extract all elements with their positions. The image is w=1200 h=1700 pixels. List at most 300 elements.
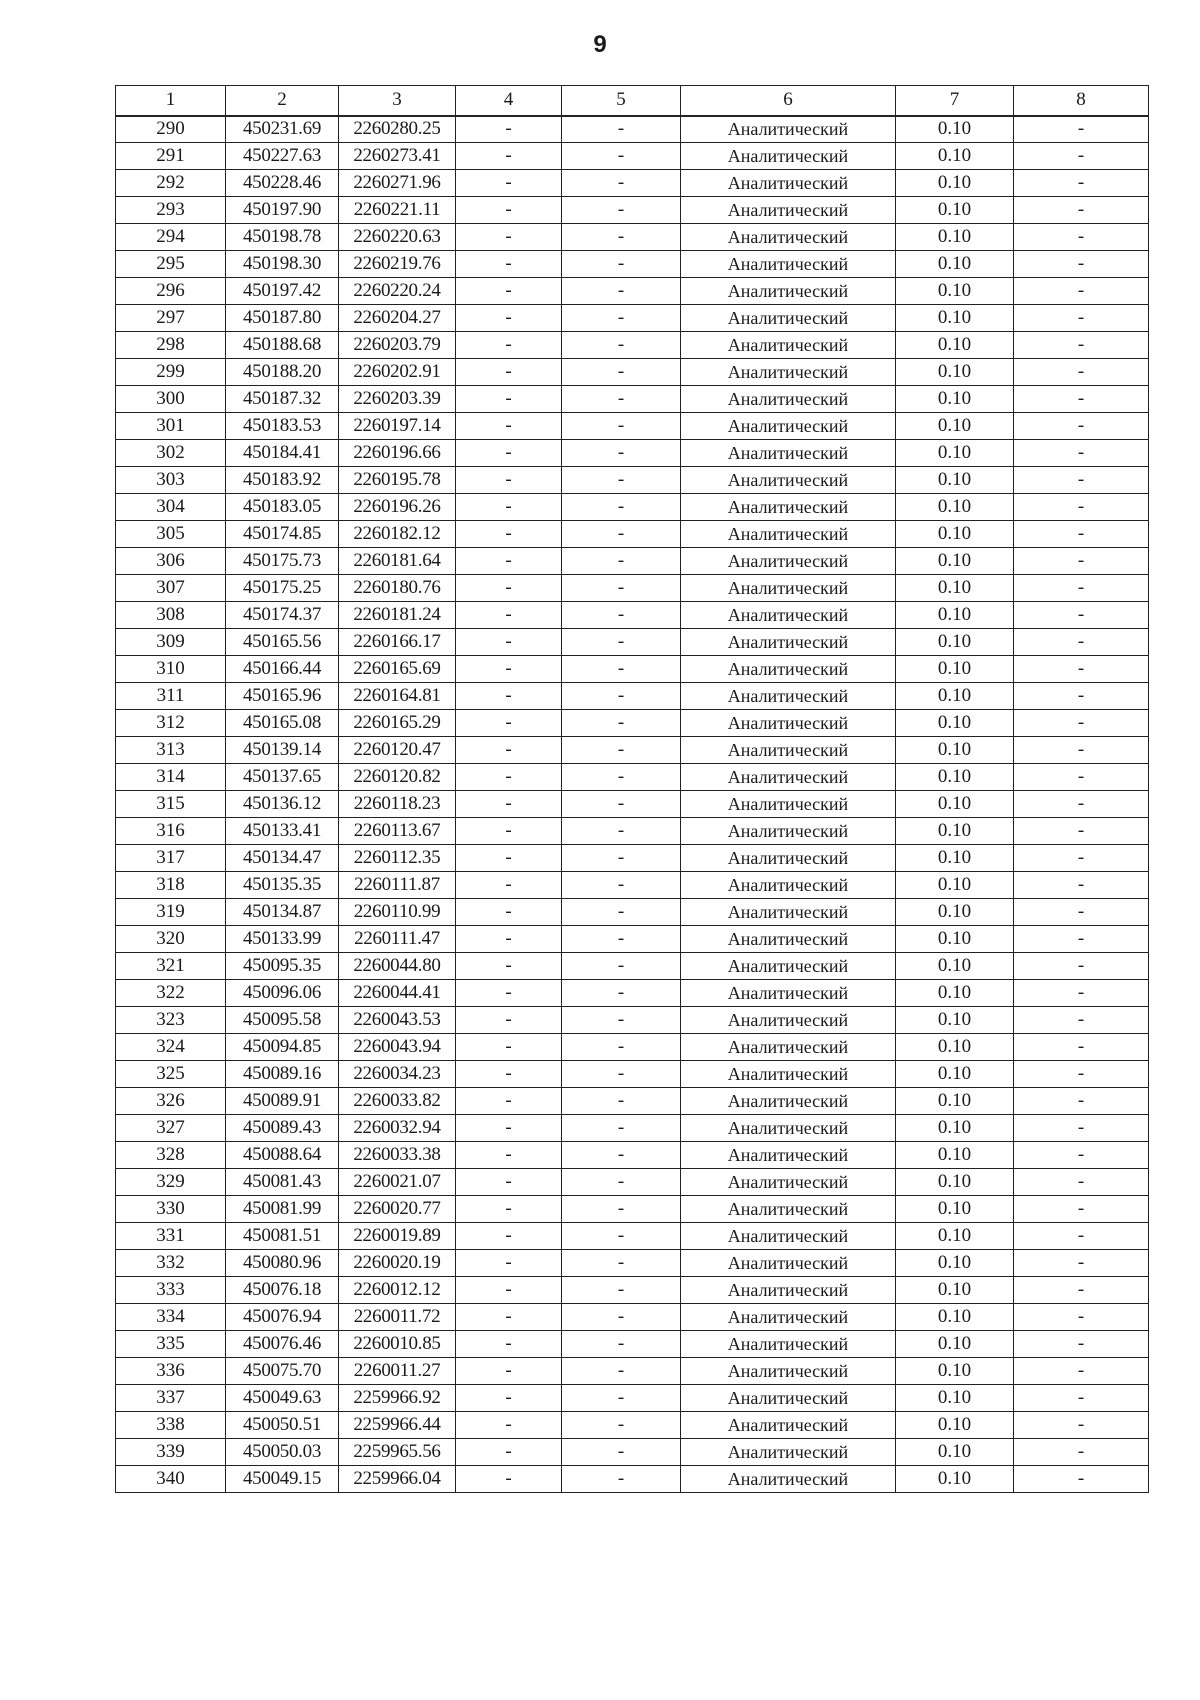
table-row: [116, 656, 1149, 683]
x-coordinate-cell: 450231.69: [226, 116, 339, 143]
x-coordinate-cell: 450174.37: [226, 602, 339, 629]
y-coordinate-cell: 2259966.44: [339, 1412, 456, 1439]
y-coordinate-cell: 2260021.07: [339, 1169, 456, 1196]
column-8-cell: -: [1014, 251, 1149, 278]
column-8-cell: -: [1014, 926, 1149, 953]
method-cell: Аналитический: [681, 1331, 896, 1358]
column-5-cell: -: [562, 710, 681, 737]
column-header-3: 3: [339, 86, 456, 116]
table-row: [116, 953, 1149, 980]
accuracy-cell: 0.10: [896, 548, 1014, 575]
method-cell: Аналитический: [681, 1088, 896, 1115]
point-number-cell: 318: [116, 872, 226, 899]
x-coordinate-cell: 450135.35: [226, 872, 339, 899]
x-coordinate-cell: 450183.05: [226, 494, 339, 521]
column-header-4: 4: [456, 86, 562, 116]
column-8-cell: -: [1014, 1250, 1149, 1277]
accuracy-cell: 0.10: [896, 683, 1014, 710]
x-coordinate-cell: 450049.63: [226, 1385, 339, 1412]
table-row: [116, 1466, 1149, 1493]
point-number-cell: 336: [116, 1358, 226, 1385]
method-cell: Аналитический: [681, 845, 896, 872]
column-4-cell: -: [456, 521, 562, 548]
column-8-cell: -: [1014, 872, 1149, 899]
column-5-cell: -: [562, 170, 681, 197]
y-coordinate-cell: 2260271.96: [339, 170, 456, 197]
point-number-cell: 297: [116, 305, 226, 332]
accuracy-cell: 0.10: [896, 1412, 1014, 1439]
accuracy-cell: 0.10: [896, 899, 1014, 926]
column-8-cell: -: [1014, 1169, 1149, 1196]
x-coordinate-cell: 450075.70: [226, 1358, 339, 1385]
accuracy-cell: 0.10: [896, 629, 1014, 656]
x-coordinate-cell: 450050.03: [226, 1439, 339, 1466]
column-8-cell: -: [1014, 1088, 1149, 1115]
column-8-cell: -: [1014, 791, 1149, 818]
column-8-cell: -: [1014, 359, 1149, 386]
table-row: [116, 926, 1149, 953]
y-coordinate-cell: 2259966.92: [339, 1385, 456, 1412]
column-header-2: 2: [226, 86, 339, 116]
column-4-cell: -: [456, 791, 562, 818]
accuracy-cell: 0.10: [896, 575, 1014, 602]
point-number-cell: 320: [116, 926, 226, 953]
y-coordinate-cell: 2260010.85: [339, 1331, 456, 1358]
point-number-cell: 316: [116, 818, 226, 845]
column-4-cell: -: [456, 818, 562, 845]
y-coordinate-cell: 2260113.67: [339, 818, 456, 845]
x-coordinate-cell: 450133.41: [226, 818, 339, 845]
x-coordinate-cell: 450197.42: [226, 278, 339, 305]
column-5-cell: -: [562, 656, 681, 683]
y-coordinate-cell: 2260204.27: [339, 305, 456, 332]
header-row: [116, 86, 1149, 116]
column-5-cell: -: [562, 116, 681, 143]
method-cell: Аналитический: [681, 791, 896, 818]
accuracy-cell: 0.10: [896, 818, 1014, 845]
x-coordinate-cell: 450089.16: [226, 1061, 339, 1088]
method-cell: Аналитический: [681, 1277, 896, 1304]
column-8-cell: -: [1014, 1439, 1149, 1466]
table-row: [116, 413, 1149, 440]
method-cell: Аналитический: [681, 386, 896, 413]
column-4-cell: -: [456, 1331, 562, 1358]
y-coordinate-cell: 2260181.24: [339, 602, 456, 629]
column-4-cell: -: [456, 953, 562, 980]
column-5-cell: -: [562, 1142, 681, 1169]
table-row: [116, 737, 1149, 764]
column-8-cell: -: [1014, 737, 1149, 764]
point-number-cell: 295: [116, 251, 226, 278]
column-8-cell: -: [1014, 305, 1149, 332]
column-header-8: 8: [1014, 86, 1149, 116]
column-4-cell: -: [456, 980, 562, 1007]
method-cell: Аналитический: [681, 224, 896, 251]
column-4-cell: -: [456, 278, 562, 305]
point-number-cell: 329: [116, 1169, 226, 1196]
column-5-cell: -: [562, 224, 681, 251]
column-8-cell: -: [1014, 1196, 1149, 1223]
table-row: [116, 899, 1149, 926]
y-coordinate-cell: 2260110.99: [339, 899, 456, 926]
accuracy-cell: 0.10: [896, 656, 1014, 683]
table-row: [116, 1304, 1149, 1331]
column-4-cell: -: [456, 1412, 562, 1439]
accuracy-cell: 0.10: [896, 1169, 1014, 1196]
column-4-cell: -: [456, 1250, 562, 1277]
accuracy-cell: 0.10: [896, 305, 1014, 332]
column-8-cell: -: [1014, 494, 1149, 521]
y-coordinate-cell: 2260112.35: [339, 845, 456, 872]
accuracy-cell: 0.10: [896, 845, 1014, 872]
column-5-cell: -: [562, 548, 681, 575]
table-row: [116, 1277, 1149, 1304]
table-row: [116, 224, 1149, 251]
table-row: [116, 980, 1149, 1007]
column-5-cell: -: [562, 521, 681, 548]
column-8-cell: -: [1014, 899, 1149, 926]
method-cell: Аналитический: [681, 575, 896, 602]
x-coordinate-cell: 450184.41: [226, 440, 339, 467]
table-row: [116, 116, 1149, 143]
column-header-7: 7: [896, 86, 1014, 116]
accuracy-cell: 0.10: [896, 440, 1014, 467]
y-coordinate-cell: 2260034.23: [339, 1061, 456, 1088]
column-8-cell: -: [1014, 224, 1149, 251]
y-coordinate-cell: 2260044.80: [339, 953, 456, 980]
column-8-cell: -: [1014, 1304, 1149, 1331]
column-4-cell: -: [456, 1142, 562, 1169]
point-number-cell: 339: [116, 1439, 226, 1466]
column-5-cell: -: [562, 1277, 681, 1304]
page-number: 9: [593, 31, 607, 58]
accuracy-cell: 0.10: [896, 980, 1014, 1007]
point-number-cell: 334: [116, 1304, 226, 1331]
point-number-cell: 335: [116, 1331, 226, 1358]
column-4-cell: -: [456, 899, 562, 926]
x-coordinate-cell: 450139.14: [226, 737, 339, 764]
table-row: [116, 1250, 1149, 1277]
column-4-cell: -: [456, 1196, 562, 1223]
table-row: [116, 494, 1149, 521]
x-coordinate-cell: 450187.80: [226, 305, 339, 332]
table-row: [116, 440, 1149, 467]
column-4-cell: -: [456, 575, 562, 602]
table-row: [116, 197, 1149, 224]
column-4-cell: -: [456, 413, 562, 440]
column-5-cell: -: [562, 899, 681, 926]
y-coordinate-cell: 2260120.47: [339, 737, 456, 764]
point-number-cell: 309: [116, 629, 226, 656]
column-4-cell: -: [456, 1034, 562, 1061]
column-4-cell: -: [456, 1439, 562, 1466]
point-number-cell: 314: [116, 764, 226, 791]
column-4-cell: -: [456, 1007, 562, 1034]
x-coordinate-cell: 450183.53: [226, 413, 339, 440]
column-5-cell: -: [562, 1385, 681, 1412]
column-8-cell: -: [1014, 1142, 1149, 1169]
column-4-cell: -: [456, 656, 562, 683]
table-row: [116, 818, 1149, 845]
x-coordinate-cell: 450049.15: [226, 1466, 339, 1493]
table-row: [116, 278, 1149, 305]
point-number-cell: 293: [116, 197, 226, 224]
table-row: [116, 305, 1149, 332]
accuracy-cell: 0.10: [896, 521, 1014, 548]
table-row: [116, 332, 1149, 359]
point-number-cell: 328: [116, 1142, 226, 1169]
accuracy-cell: 0.10: [896, 1385, 1014, 1412]
x-coordinate-cell: 450175.73: [226, 548, 339, 575]
column-8-cell: -: [1014, 278, 1149, 305]
column-4-cell: -: [456, 197, 562, 224]
column-8-cell: -: [1014, 1007, 1149, 1034]
coordinates-table: [115, 85, 1149, 1493]
column-4-cell: -: [456, 1277, 562, 1304]
y-coordinate-cell: 2259965.56: [339, 1439, 456, 1466]
column-4-cell: -: [456, 764, 562, 791]
point-number-cell: 322: [116, 980, 226, 1007]
point-number-cell: 307: [116, 575, 226, 602]
column-8-cell: -: [1014, 629, 1149, 656]
y-coordinate-cell: 2260220.24: [339, 278, 456, 305]
table-row: [116, 764, 1149, 791]
table-row: [116, 1223, 1149, 1250]
column-5-cell: -: [562, 494, 681, 521]
column-5-cell: -: [562, 1034, 681, 1061]
x-coordinate-cell: 450188.68: [226, 332, 339, 359]
accuracy-cell: 0.10: [896, 1088, 1014, 1115]
column-5-cell: -: [562, 872, 681, 899]
column-4-cell: -: [456, 1115, 562, 1142]
accuracy-cell: 0.10: [896, 1196, 1014, 1223]
accuracy-cell: 0.10: [896, 1358, 1014, 1385]
method-cell: Аналитический: [681, 980, 896, 1007]
table-row: [116, 1088, 1149, 1115]
y-coordinate-cell: 2260020.19: [339, 1250, 456, 1277]
x-coordinate-cell: 450089.43: [226, 1115, 339, 1142]
column-4-cell: -: [456, 494, 562, 521]
column-5-cell: -: [562, 1088, 681, 1115]
column-4-cell: -: [456, 1088, 562, 1115]
table-header: [116, 86, 1149, 116]
column-5-cell: -: [562, 332, 681, 359]
method-cell: Аналитический: [681, 359, 896, 386]
column-8-cell: -: [1014, 953, 1149, 980]
y-coordinate-cell: 2259966.04: [339, 1466, 456, 1493]
accuracy-cell: 0.10: [896, 602, 1014, 629]
accuracy-cell: 0.10: [896, 1250, 1014, 1277]
accuracy-cell: 0.10: [896, 359, 1014, 386]
point-number-cell: 315: [116, 791, 226, 818]
column-8-cell: -: [1014, 845, 1149, 872]
accuracy-cell: 0.10: [896, 197, 1014, 224]
column-5-cell: -: [562, 575, 681, 602]
x-coordinate-cell: 450165.56: [226, 629, 339, 656]
table-row: [116, 251, 1149, 278]
method-cell: Аналитический: [681, 818, 896, 845]
table-row: [116, 872, 1149, 899]
y-coordinate-cell: 2260165.29: [339, 710, 456, 737]
point-number-cell: 312: [116, 710, 226, 737]
table-row: [116, 683, 1149, 710]
y-coordinate-cell: 2260044.41: [339, 980, 456, 1007]
method-cell: Аналитический: [681, 1358, 896, 1385]
y-coordinate-cell: 2260019.89: [339, 1223, 456, 1250]
x-coordinate-cell: 450076.18: [226, 1277, 339, 1304]
column-5-cell: -: [562, 251, 681, 278]
column-8-cell: -: [1014, 575, 1149, 602]
point-number-cell: 333: [116, 1277, 226, 1304]
method-cell: Аналитический: [681, 1466, 896, 1493]
point-number-cell: 317: [116, 845, 226, 872]
column-5-cell: -: [562, 440, 681, 467]
y-coordinate-cell: 2260043.94: [339, 1034, 456, 1061]
y-coordinate-cell: 2260033.38: [339, 1142, 456, 1169]
x-coordinate-cell: 450081.99: [226, 1196, 339, 1223]
column-4-cell: -: [456, 737, 562, 764]
column-8-cell: -: [1014, 1061, 1149, 1088]
y-coordinate-cell: 2260011.72: [339, 1304, 456, 1331]
column-8-cell: -: [1014, 116, 1149, 143]
column-8-cell: -: [1014, 980, 1149, 1007]
column-5-cell: -: [562, 1466, 681, 1493]
column-8-cell: -: [1014, 1115, 1149, 1142]
method-cell: Аналитический: [681, 278, 896, 305]
y-coordinate-cell: 2260219.76: [339, 251, 456, 278]
column-5-cell: -: [562, 845, 681, 872]
column-8-cell: -: [1014, 413, 1149, 440]
column-8-cell: -: [1014, 197, 1149, 224]
method-cell: Аналитический: [681, 305, 896, 332]
x-coordinate-cell: 450050.51: [226, 1412, 339, 1439]
point-number-cell: 302: [116, 440, 226, 467]
method-cell: Аналитический: [681, 899, 896, 926]
y-coordinate-cell: 2260111.47: [339, 926, 456, 953]
x-coordinate-cell: 450174.85: [226, 521, 339, 548]
x-coordinate-cell: 450187.32: [226, 386, 339, 413]
x-coordinate-cell: 450096.06: [226, 980, 339, 1007]
method-cell: Аналитический: [681, 602, 896, 629]
y-coordinate-cell: 2260011.27: [339, 1358, 456, 1385]
method-cell: Аналитический: [681, 1034, 896, 1061]
point-number-cell: 319: [116, 899, 226, 926]
accuracy-cell: 0.10: [896, 1331, 1014, 1358]
point-number-cell: 326: [116, 1088, 226, 1115]
column-8-cell: -: [1014, 1412, 1149, 1439]
column-5-cell: -: [562, 683, 681, 710]
accuracy-cell: 0.10: [896, 332, 1014, 359]
point-number-cell: 301: [116, 413, 226, 440]
table-row: [116, 521, 1149, 548]
column-5-cell: -: [562, 629, 681, 656]
accuracy-cell: 0.10: [896, 710, 1014, 737]
column-8-cell: -: [1014, 710, 1149, 737]
table-row: [116, 1034, 1149, 1061]
column-4-cell: -: [456, 1358, 562, 1385]
accuracy-cell: 0.10: [896, 1034, 1014, 1061]
table-row: [116, 1331, 1149, 1358]
column-8-cell: -: [1014, 467, 1149, 494]
point-number-cell: 325: [116, 1061, 226, 1088]
x-coordinate-cell: 450094.85: [226, 1034, 339, 1061]
column-4-cell: -: [456, 548, 562, 575]
column-4-cell: -: [456, 224, 562, 251]
point-number-cell: 304: [116, 494, 226, 521]
accuracy-cell: 0.10: [896, 953, 1014, 980]
accuracy-cell: 0.10: [896, 737, 1014, 764]
table-row: [116, 386, 1149, 413]
column-5-cell: -: [562, 926, 681, 953]
accuracy-cell: 0.10: [896, 1304, 1014, 1331]
y-coordinate-cell: 2260164.81: [339, 683, 456, 710]
column-4-cell: -: [456, 629, 562, 656]
column-5-cell: -: [562, 791, 681, 818]
x-coordinate-cell: 450076.94: [226, 1304, 339, 1331]
column-4-cell: -: [456, 359, 562, 386]
point-number-cell: 338: [116, 1412, 226, 1439]
column-5-cell: -: [562, 467, 681, 494]
column-4-cell: -: [456, 305, 562, 332]
table-row: [116, 1061, 1149, 1088]
column-5-cell: -: [562, 602, 681, 629]
x-coordinate-cell: 450166.44: [226, 656, 339, 683]
column-4-cell: -: [456, 467, 562, 494]
y-coordinate-cell: 2260195.78: [339, 467, 456, 494]
y-coordinate-cell: 2260180.76: [339, 575, 456, 602]
column-5-cell: -: [562, 1304, 681, 1331]
column-4-cell: -: [456, 116, 562, 143]
method-cell: Аналитический: [681, 926, 896, 953]
y-coordinate-cell: 2260181.64: [339, 548, 456, 575]
y-coordinate-cell: 2260120.82: [339, 764, 456, 791]
table-row: [116, 1385, 1149, 1412]
table-row: [116, 1142, 1149, 1169]
column-5-cell: -: [562, 305, 681, 332]
method-cell: Аналитический: [681, 251, 896, 278]
point-number-cell: 331: [116, 1223, 226, 1250]
point-number-cell: 299: [116, 359, 226, 386]
table-row: [116, 1412, 1149, 1439]
method-cell: Аналитический: [681, 656, 896, 683]
method-cell: Аналитический: [681, 1061, 896, 1088]
point-number-cell: 296: [116, 278, 226, 305]
method-cell: Аналитический: [681, 629, 896, 656]
column-5-cell: -: [562, 413, 681, 440]
x-coordinate-cell: 450081.51: [226, 1223, 339, 1250]
method-cell: Аналитический: [681, 872, 896, 899]
point-number-cell: 321: [116, 953, 226, 980]
column-5-cell: -: [562, 1115, 681, 1142]
accuracy-cell: 0.10: [896, 224, 1014, 251]
column-5-cell: -: [562, 1061, 681, 1088]
x-coordinate-cell: 450081.43: [226, 1169, 339, 1196]
table-row: [116, 359, 1149, 386]
method-cell: Аналитический: [681, 413, 896, 440]
x-coordinate-cell: 450198.30: [226, 251, 339, 278]
table-row: [116, 1358, 1149, 1385]
x-coordinate-cell: 450136.12: [226, 791, 339, 818]
accuracy-cell: 0.10: [896, 116, 1014, 143]
y-coordinate-cell: 2260012.12: [339, 1277, 456, 1304]
accuracy-cell: 0.10: [896, 494, 1014, 521]
y-coordinate-cell: 2260182.12: [339, 521, 456, 548]
column-4-cell: -: [456, 602, 562, 629]
column-5-cell: -: [562, 1331, 681, 1358]
y-coordinate-cell: 2260111.87: [339, 872, 456, 899]
method-cell: Аналитический: [681, 683, 896, 710]
method-cell: Аналитический: [681, 1223, 896, 1250]
